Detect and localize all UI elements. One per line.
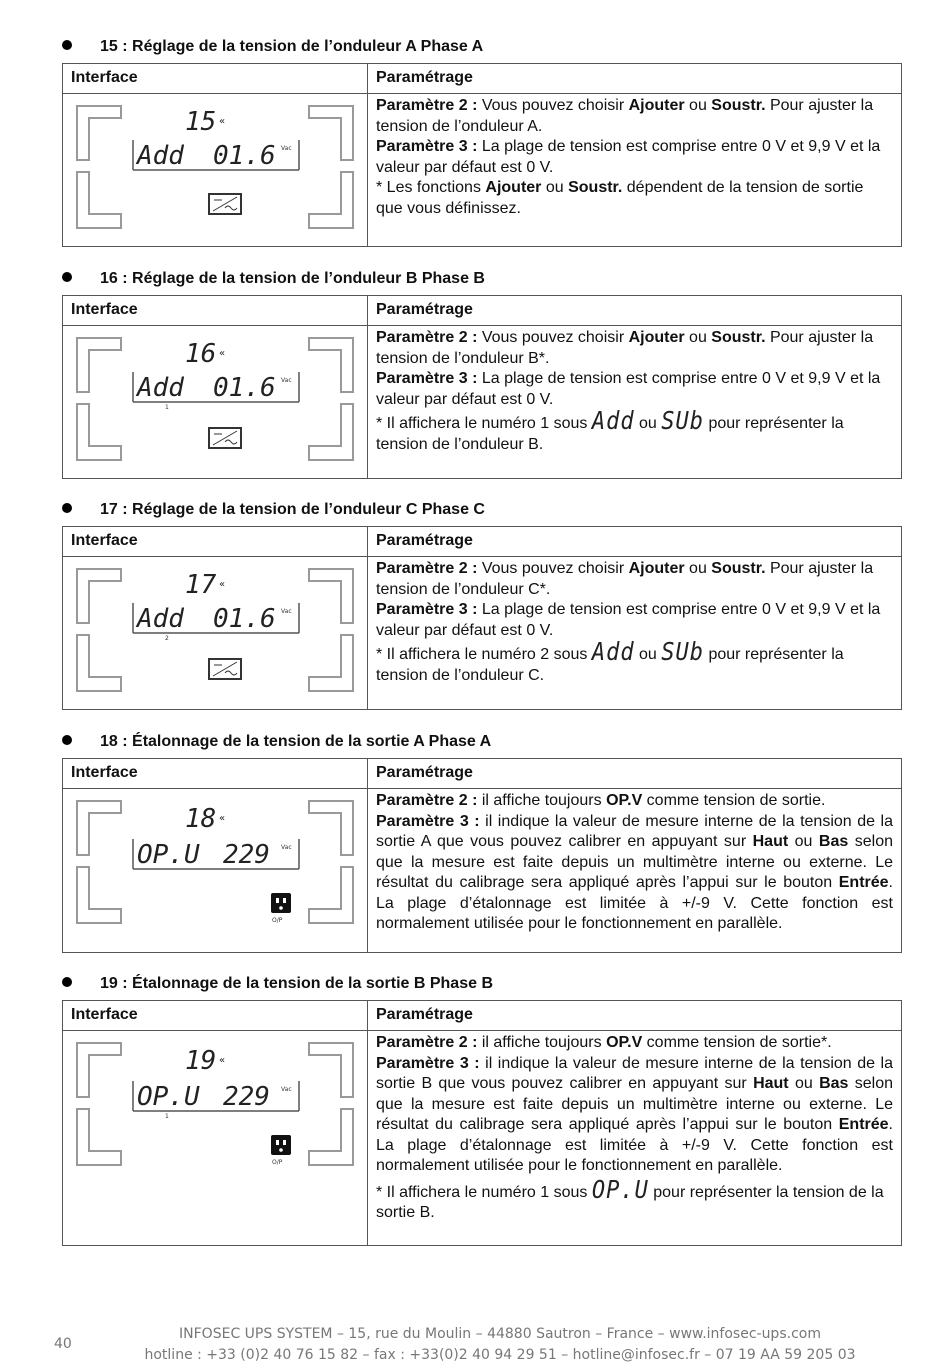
parameter-description: Paramètre 2 : Vous pouvez choisir Ajouter ou Soustr. Pour ajuster la tension de l’onduleur A. Paramètre 3 : La plage de tension est comprise entre 0 V et 9,9 V et la valeur par défaut est 0 V. * Les fonctions Ajouter ou Soustr. dépendent de la tension de sortie que vous définissez. — [368, 94, 902, 247]
settings-table — [62, 1000, 902, 1246]
lcd-menu-number: 16 — [185, 339, 217, 369]
segment-sub-glyph: SUb — [661, 638, 705, 667]
lcd-left-value: OP.U — [137, 1082, 200, 1112]
column-header-interface: Interface — [63, 759, 368, 789]
bullet-icon — [62, 503, 72, 513]
parameter-description: Paramètre 2 : Vous pouvez choisir Ajouter ou Soustr. Pour ajuster la tension de l’onduleur B*. Paramètre 3 : La plage de tension est comprise entre 0 V et 9,9 V et la valeur par défaut est 0 V. * Il affichera le numéro 1 sous Add ou SUb pour représenter la tension de l’onduleur B. — [368, 326, 902, 479]
svg-text:«: « — [219, 1055, 226, 1066]
section-title: 17 : Réglage de la tension de l’onduleur C Phase C — [62, 501, 485, 519]
column-header-interface: Interface — [63, 296, 368, 326]
parameter-description: Paramètre 2 : il affiche toujours OP.V comme tension de sortie. Paramètre 3 : il indique la valeur de mesure interne de la tension de la sortie A que vous pouvez calibrer en appuyant sur Haut ou Bas selon que la mesure est faite depuis un multimètre interne ou externe. Le résultat du calibrage sera appliqué après l’appui sur le bouton Entrée. La plage d’étalonnage est limitée à +/-9 V. Cette fonction est normalement utilisée pour le fonctionnement en parallèle. — [368, 789, 902, 953]
lcd-unit: Vac — [281, 145, 292, 152]
column-header-parametrage: Paramétrage — [368, 64, 902, 94]
page-number: 40 — [54, 1336, 72, 1352]
inverter-icon — [209, 428, 241, 448]
column-header-interface: Interface — [63, 64, 368, 94]
lcd-display — [63, 1031, 368, 1246]
footer-contact: hotline : +33 (0)2 40 76 15 82 – fax : +33(0)2 40 94 29 51 – hotline@infosec.fr – 07 19 AA 59 205 03 — [144, 1347, 856, 1363]
lcd-screen — [63, 789, 367, 941]
svg-text:«: « — [219, 813, 226, 824]
lcd-display — [63, 326, 368, 479]
lcd-right-value: 229 — [223, 1082, 270, 1112]
lcd-left-value: Add — [137, 373, 184, 403]
outlet-label: O/P — [272, 917, 283, 924]
section-title: 15 : Réglage de la tension de l’onduleur A Phase A — [62, 38, 483, 56]
section-title: 19 : Étalonnage de la tension de la sortie B Phase B — [62, 975, 493, 993]
parameter-description: Paramètre 2 : Vous pouvez choisir Ajouter ou Soustr. Pour ajuster la tension de l’onduleur C*. Paramètre 3 : La plage de tension est comprise entre 0 V et 9,9 V et la valeur par défaut est 0 V. * Il affichera le numéro 2 sous Add ou SUb pour représenter la tension de l’onduleur C. — [368, 557, 902, 710]
column-header-parametrage: Paramétrage — [368, 1001, 902, 1031]
outlet-icon — [271, 1135, 291, 1155]
lcd-left-value: Add — [137, 604, 184, 634]
settings-table — [62, 526, 902, 710]
lcd-right-value: 229 — [223, 840, 270, 870]
column-header-interface: Interface — [63, 527, 368, 557]
inverter-icon — [209, 659, 241, 679]
lcd-unit: Vac — [281, 1086, 292, 1093]
lcd-right-value: 01.6 — [213, 373, 276, 403]
settings-table — [62, 295, 902, 479]
lcd-screen — [63, 1031, 367, 1183]
lcd-right-value: 01.6 — [213, 604, 276, 634]
parameter-description: Paramètre 2 : il affiche toujours OP.V comme tension de sortie*. Paramètre 3 : il indique la valeur de mesure interne de la tension de la sortie B que vous pouvez calibrer en appuyant sur Haut ou Bas selon que la mesure est faite depuis un multimètre interne ou externe. Le résultat du calibrage sera appliqué après l’appui sur le bouton Entrée. La plage d’étalonnage est limitée à +/-9 V. Cette fonction est normalement utilisée pour le fonctionnement en parallèle. * Il affichera le numéro 1 sous OP.U pour représenter la tension de la sortie B. — [368, 1031, 902, 1246]
lcd-screen — [63, 557, 367, 709]
segment-add-glyph: Add — [591, 407, 635, 436]
bullet-icon — [62, 977, 72, 987]
lcd-screen — [63, 94, 367, 246]
column-header-parametrage: Paramétrage — [368, 527, 902, 557]
segment-add-glyph: Add — [591, 638, 635, 667]
lcd-sub-number: 1 — [165, 1113, 169, 1120]
lcd-menu-number: 19 — [185, 1046, 217, 1076]
footer-address: INFOSEC UPS SYSTEM – 15, rue du Moulin – 44880 Sautron – France – www.infosec-ups.com — [179, 1326, 821, 1342]
lcd-unit: Vac — [281, 844, 292, 851]
lcd-display — [63, 94, 368, 247]
column-header-parametrage: Paramétrage — [368, 296, 902, 326]
bullet-icon — [62, 40, 72, 50]
outlet-icon — [271, 893, 291, 913]
settings-table — [62, 63, 902, 247]
lcd-screen — [63, 326, 367, 478]
lcd-display — [63, 789, 368, 953]
lcd-right-value: 01.6 — [213, 141, 276, 171]
lcd-left-value: OP.U — [137, 840, 200, 870]
lcd-left-value: Add — [137, 141, 184, 171]
lcd-menu-number: 17 — [185, 570, 217, 600]
svg-text:«: « — [219, 116, 226, 127]
bullet-icon — [62, 272, 72, 282]
lcd-unit: Vac — [281, 608, 292, 615]
column-header-parametrage: Paramétrage — [368, 759, 902, 789]
lcd-sub-number: 1 — [165, 404, 169, 411]
lcd-menu-number: 18 — [185, 804, 217, 834]
column-header-interface: Interface — [63, 1001, 368, 1031]
lcd-sub-number: 2 — [165, 635, 169, 642]
lcd-display — [63, 557, 368, 710]
outlet-label: O/P — [272, 1159, 283, 1166]
bullet-icon — [62, 735, 72, 745]
segment-opu-glyph: OP.U — [591, 1175, 649, 1205]
section-title: 16 : Réglage de la tension de l’onduleur B Phase B — [62, 270, 485, 288]
svg-text:«: « — [219, 579, 226, 590]
svg-text:«: « — [219, 348, 226, 359]
segment-sub-glyph: SUb — [661, 407, 705, 436]
settings-table — [62, 758, 902, 953]
lcd-menu-number: 15 — [185, 107, 217, 137]
section-title: 18 : Étalonnage de la tension de la sortie A Phase A — [62, 733, 491, 751]
inverter-icon — [209, 194, 241, 214]
lcd-unit: Vac — [281, 377, 292, 384]
